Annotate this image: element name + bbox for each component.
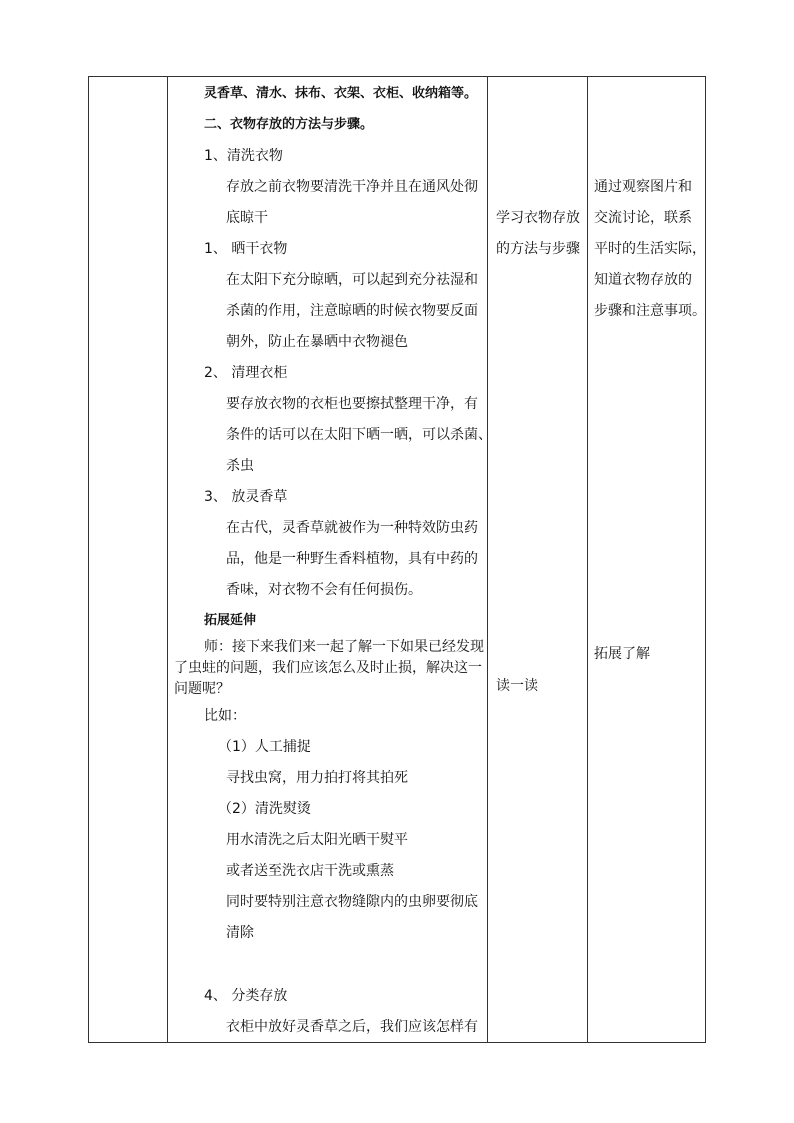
step-5-text: 衣柜中放好灵香草之后，我们应该怎样有 xyxy=(226,1019,478,1035)
step-3-text: 杀虫 xyxy=(226,458,254,474)
step-2-text: 朝外，防止在暴晒中衣物褪色 xyxy=(226,334,408,350)
step-2-text: 杀菌的作用，注意晾晒的时候衣物要反面 xyxy=(226,303,478,319)
method-2-title: （2）清洗熨烫 xyxy=(218,801,311,817)
design-intent-1: 知道衣物存放的 xyxy=(594,272,692,288)
for-example-label: 比如： xyxy=(204,708,246,724)
method-2-text: 或者送至洗衣店干洗或熏蒸 xyxy=(226,863,394,879)
student-activity-2: 读一读 xyxy=(496,678,538,694)
step-4-text: 在古代，灵香草就被作为一种特效防虫药 xyxy=(226,520,478,536)
step-1-title: 1、清洗衣物 xyxy=(204,148,283,164)
method-1-title: （1）人工捕捉 xyxy=(218,739,311,755)
step-1-text: 存放之前衣物要清洗干净并且在通风处彻 xyxy=(226,179,478,195)
step-3-text: 条件的话可以在太阳下晒一晒，可以杀菌、 xyxy=(226,427,492,443)
step-4-text: 品，他是一种野生香料植物，具有中药的 xyxy=(226,551,478,567)
step-3-title: 2、 清理衣柜 xyxy=(204,365,288,381)
section-2-title: 二、衣物存放的方法与步骤。 xyxy=(204,117,374,132)
step-4-text: 香味，对衣物不会有任何损伤。 xyxy=(226,582,422,598)
design-intent-1: 交流讨论，联系 xyxy=(594,210,692,226)
step-2-text: 在太阳下充分晾晒，可以起到充分祛湿和 xyxy=(226,272,478,288)
student-activity-1: 学习衣物存放 xyxy=(496,210,580,226)
extension-title: 拓展延伸 xyxy=(204,613,257,628)
design-intent-1: 步骤和注意事项。 xyxy=(594,303,706,319)
method-2-text: 同时要特别注意衣物缝隙内的虫卵要彻底 xyxy=(226,894,478,910)
teacher-line: 了虫蛀的问题，我们应该怎么及时止损，解决这一 xyxy=(174,660,482,676)
step-1-text: 底晾干 xyxy=(226,210,268,226)
method-2-text: 清除 xyxy=(226,925,254,941)
method-1-text: 寻找虫窝，用力拍打将其拍死 xyxy=(226,770,408,786)
teacher-line: 师：接下来我们来一起了解一下如果已经发现 xyxy=(204,639,484,655)
method-2-text: 用水清洗之后太阳光晒干熨平 xyxy=(226,832,408,848)
design-intent-1: 平时的生活实际， xyxy=(594,241,706,257)
column-divider-2 xyxy=(487,76,488,1043)
teacher-line: 问题呢？ xyxy=(174,681,230,697)
step-4-title: 3、 放灵香草 xyxy=(204,489,288,505)
column-divider-1 xyxy=(167,76,168,1043)
student-activity-1: 的方法与步骤 xyxy=(496,241,580,257)
design-intent-2: 拓展了解 xyxy=(594,646,650,662)
step-3-text: 要存放衣物的衣柜也要擦拭整理干净，有 xyxy=(226,396,478,412)
materials-line: 灵香草、清水、抹布、衣架、衣柜、收纳箱等。 xyxy=(204,86,478,101)
step-5-title: 4、 分类存放 xyxy=(204,988,288,1004)
step-2-title: 1、 晒干衣物 xyxy=(204,241,288,257)
column-divider-3 xyxy=(587,76,588,1043)
design-intent-1: 通过观察图片和 xyxy=(594,179,692,195)
